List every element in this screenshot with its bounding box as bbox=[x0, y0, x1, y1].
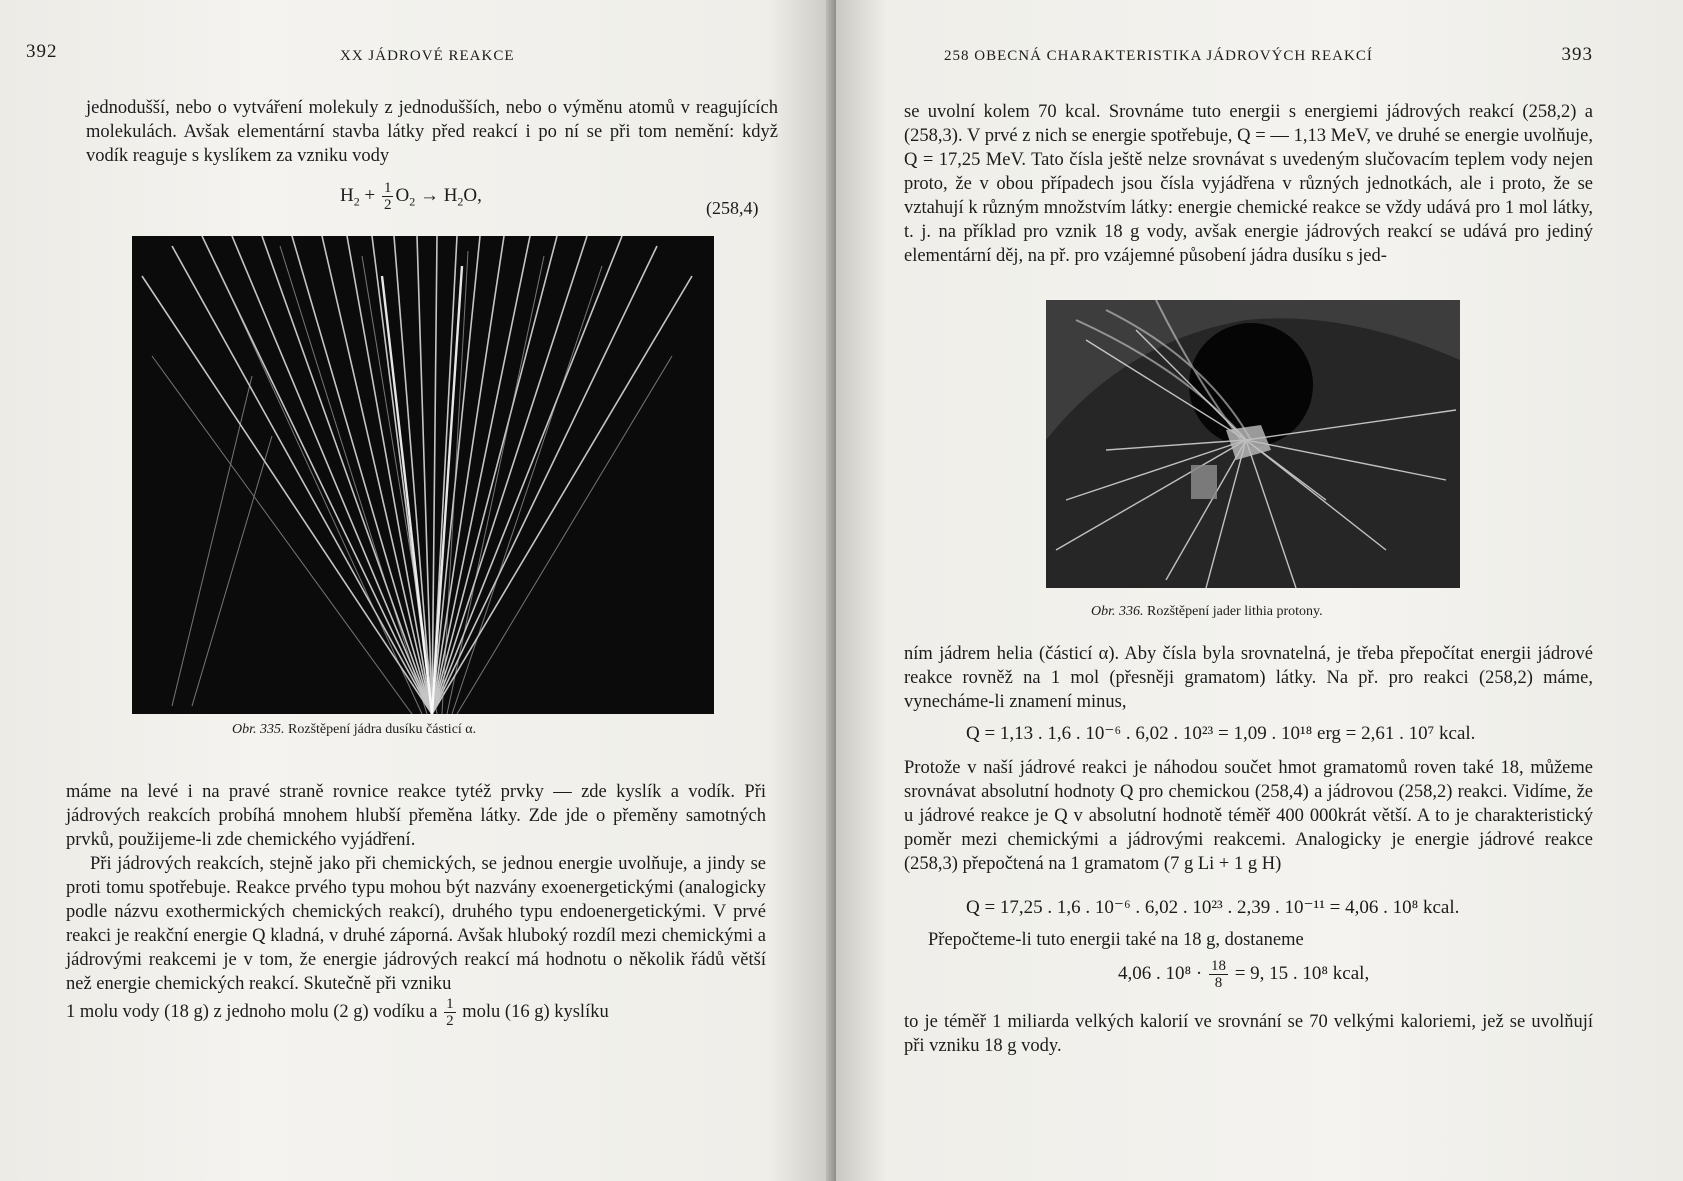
nitrogen-fission-photo bbox=[132, 236, 714, 714]
left-page bbox=[0, 0, 836, 1181]
left-last-line: 1 molu vody (18 g) z jednoho molu (2 g) vodíku a $\frac{1}{2}$ molu (16 g) kyslíku bbox=[66, 996, 609, 1029]
figure-335-caption bbox=[232, 722, 476, 738]
equation-mol-energy: Q = 1,13 . 1,6 . 10⁻⁶ . 6,02 . 10²³ = 1,09 . 10¹⁸ erg = 2,61 . 10⁷ kcal. bbox=[966, 723, 1476, 744]
lithium-fission-photo bbox=[1046, 300, 1460, 588]
left-paragraph-3: Při jádrových reakcích, stejně jako při chemických, se jednou energie uvolňuje, a jindy se proti tomu spotřebuje. Reakce prvého typu mohou být nazvány exoenergetickými (analogicky podle názvu exothermických chemických reakcí), druhého typu endoenergetickými. V prvé reakci je reakční energie Q kladná, v druhé záporná. Avšak hluboký rozdíl mezi chemickými a jádrovými reakcemi je v tom, že energie jádrových reakcí má hodnotu o několik řádů větší než energie chemických reakcí. Skutečně při vzniku bbox=[66, 854, 766, 994]
equation-number: (258,4) bbox=[706, 198, 759, 218]
right-paragraph-2: ním jádrem helia (částicí α). Aby čísla byla srovnatelná, je třeba přepočítat energii jádrové reakce rovněž na 1 mol (přesněji gramatom) látky. Na př. pro reakci (258,2) máme, vynecháme-li znamení minus, bbox=[904, 644, 1593, 712]
figure-336-label: Obr. 336. bbox=[1091, 604, 1144, 619]
equation-258-4: $H_2$ + $\frac{1}{2}$ $O_2 \to H_2O$, bbox=[340, 180, 482, 213]
left-paragraph-2: máme na levé i na pravé straně rovnice reakce tytéž prvky — zde kyslík a vodík. Při jádrových reakcích probíhá mnohem hlubší přeměna látky. Zde jde o přeměny samotných prvků, použijeme-li zde chemického vyjádření. Při jádrových reakcích, stejně jako při chemických, se jednou energie uvolňuje, a jindy se proti tomu spotřebuje. Reakce prvého typu mohou být nazvány exoenergetickými (analogicky podle názvu exothermických chemických reakcí), druhého typu endoenergetickými. V prvé reakci je reakční energie Q kladná, v druhé záporná. Avšak hluboký rozdíl mezi chemickými a jádrovými reakcemi je v tom, že energie jádrových reakcí má hodnotu o několik řádů větší než energie chemických reakcí. Skutečně při vzniku 1 molu vody (18 g) z jednoho molu (2 g) vodíku a $\frac{1}{2}$ molu (16 g) kyslíku bbox=[66, 782, 766, 1029]
left-chapter-title: XX JÁDROVÉ REAKCE bbox=[340, 48, 515, 64]
lithium-tracks-image bbox=[1046, 300, 1460, 588]
right-running-head bbox=[904, 44, 1593, 72]
right-paragraph-4: Přepočteme-li tuto energii také na 18 g, dostaneme bbox=[928, 930, 1304, 950]
right-paragraph-3: Protože v naší jádrové reakci je náhodou součet hmot gramatomů roven také 18, můžeme srovnávat absolutní hodnoty Q pro chemickou (258,4) a jádrovou (258,2) reakci. Vidíme, že u jádrové reakce je Q v absolutní hodnotě téměř 400 000krát větší. A to je charakteristický poměr mezi chemickými a jádrovými reakcemi. Analogicky je energie jádrové reakce (258,3) přepočtená na 1 gramatom (7 g Li + 1 g H) bbox=[904, 758, 1593, 874]
equation-18g-energy: 4,06 . 10⁸ · $\frac{18}{8}$ = 9, 15 . 10⁸ kcal, bbox=[1118, 958, 1370, 991]
particle-tracks-image bbox=[132, 236, 714, 714]
left-page-number: 392 bbox=[26, 41, 58, 62]
equation-gramatom-energy: Q = 17,25 . 1,6 . 10⁻⁶ . 6,02 . 10²³ . 2,39 . 10⁻¹¹ = 4,06 . 10⁸ kcal. bbox=[966, 897, 1460, 918]
right-page-number: 393 bbox=[1561, 44, 1593, 65]
figure-336-caption bbox=[1091, 604, 1323, 620]
right-page bbox=[836, 0, 1683, 1181]
right-paragraph-1: se uvolní kolem 70 kcal. Srovnáme tuto energii s energiemi jádrových reakcí (258,2) a (258,3). V prvé z nich se energie spotřebuje, Q = — 1,13 MeV, ve druhé se energie uvolňuje, Q = 17,25 MeV. Tato čísla ještě nelze srovnávat s uvedeným slučovacím teplem vody nejen proto, že v obou případech jsou čísla vyjádřena v různých jednotkách, ale i proto, že se vztahují k různým množstvím látky: energie chemické reakce se vždy udává pro 1 mol látky, t. j. na příklad pro vznik 18 g vody, avšak energie jádrových reakcí se udává pro jediný elementární děj, na př. pro vzájemné působení jádra dusíku s jed- bbox=[904, 102, 1593, 266]
figure-336-text: Rozštěpení jader lithia protony. bbox=[1147, 604, 1323, 619]
right-section-title: 258 OBECNÁ CHARAKTERISTIKA JÁDROVÝCH REAKCÍ bbox=[944, 48, 1373, 64]
right-paragraph-5: to je téměř 1 miliarda velkých kalorií ve srovnání se 70 velkými kaloriemi, jež se uvolňují při vzniku 18 g vody. bbox=[904, 1012, 1593, 1056]
left-paragraph-1: jednodušší, nebo o vytváření molekuly z jednodušších, nebo o výměnu atomů v reagujících molekulách. Avšak elementární stavba látky před reakcí i po ní se při tom nemění: když vodík reaguje s kyslíkem za vzniku vody bbox=[86, 98, 778, 166]
left-running-head bbox=[26, 41, 776, 72]
figure-335-text: Rozštěpení jádra dusíku částicí α. bbox=[288, 722, 477, 737]
figure-335-label: Obr. 335. bbox=[232, 722, 285, 737]
